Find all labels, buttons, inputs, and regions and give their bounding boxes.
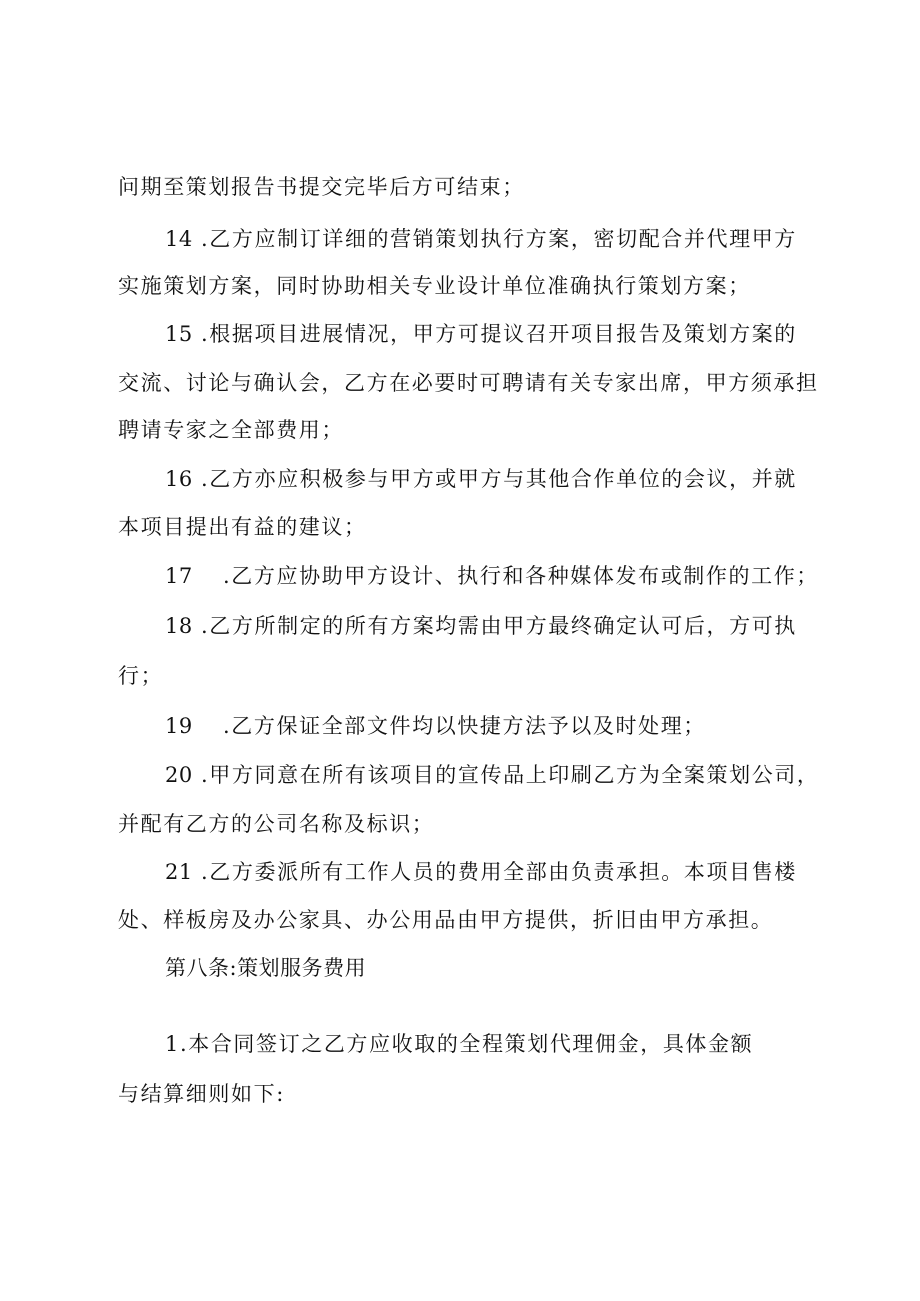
clause-number: 17 (165, 564, 193, 588)
clause-number: 16 (165, 467, 193, 491)
line-text: 第八条:策划服务费用 (165, 956, 367, 980)
clause-number: 14 (165, 227, 193, 251)
line-text: 问期至策划报告书提交完毕后方可结束； (118, 175, 525, 199)
clause-19-line (165, 712, 706, 740)
clause-18-line-1 (165, 612, 797, 640)
clause-14-line-2 (118, 272, 751, 300)
clause-18-line-2 (118, 662, 163, 690)
clause-16-line-2 (118, 513, 367, 541)
clause-21-line-2 (118, 906, 773, 934)
clause-21-line-1 (165, 858, 797, 886)
clause-17-line (165, 562, 819, 590)
line-text: .乙方应制订详细的营销策划执行方案，密切配合并代理甲方 (201, 227, 797, 251)
line-text: 处、样板房及办公家具、办公用品由甲方提供，折旧由甲方承担。 (118, 908, 774, 932)
clause-number: 15 (165, 322, 193, 346)
line-text: 本项目提出有益的建议； (118, 515, 367, 539)
line-text: 并配有乙方的公司名称及标识； (118, 812, 435, 836)
clause-number: 21 (165, 860, 193, 884)
clause-15-line-2 (118, 369, 819, 397)
clause-number: 19 (165, 714, 193, 738)
line-text: 行； (118, 664, 164, 688)
clause-number: 18 (165, 614, 193, 638)
line-text: .甲方同意在所有该项目的宣传品上印刷乙方为全案策划公司， (201, 763, 820, 787)
clause-number: 20 (165, 763, 193, 787)
clause-20-line-2 (118, 810, 434, 838)
line-text: 实施策划方案，同时协助相关专业设计单位准确执行策划方案； (118, 274, 751, 298)
clause-16-line-1 (165, 465, 797, 493)
line-text: .乙方所制定的所有方案均需由甲方最终确定认可后，方可执 (201, 614, 797, 638)
line-text: .乙方应协助甲方设计、执行和各种媒体发布或制作的工作； (223, 564, 819, 588)
line-text: 1.本合同签订之乙方应收取的全程策划代理佣金，具体金额 (165, 1032, 754, 1056)
line-text: .乙方委派所有工作人员的费用全部由负责承担。本项目售楼 (201, 860, 797, 884)
fee-clause-line-1 (165, 1030, 753, 1058)
line-text: 聘请专家之全部费用； (118, 418, 344, 442)
paragraph-line (118, 173, 525, 201)
fee-clause-line-2 (118, 1080, 285, 1108)
line-text: 交流、讨论与确认会，乙方在必要时可聘请有关专家出席，甲方须承担 (118, 371, 819, 395)
line-text: .乙方亦应积极参与甲方或甲方与其他合作单位的会议，并就 (201, 467, 797, 491)
clause-14-line-1 (165, 225, 797, 253)
clause-15-line-3 (118, 416, 344, 444)
line-text: .根据项目进展情况，甲方可提议召开项目报告及策划方案的 (201, 322, 797, 346)
clause-20-line-1 (165, 761, 820, 789)
section-heading (165, 954, 366, 982)
clause-15-line-1 (165, 320, 797, 348)
line-text: 与结算细则如下: (118, 1082, 285, 1106)
line-text: .乙方保证全部文件均以快捷方法予以及时处理； (223, 714, 706, 738)
